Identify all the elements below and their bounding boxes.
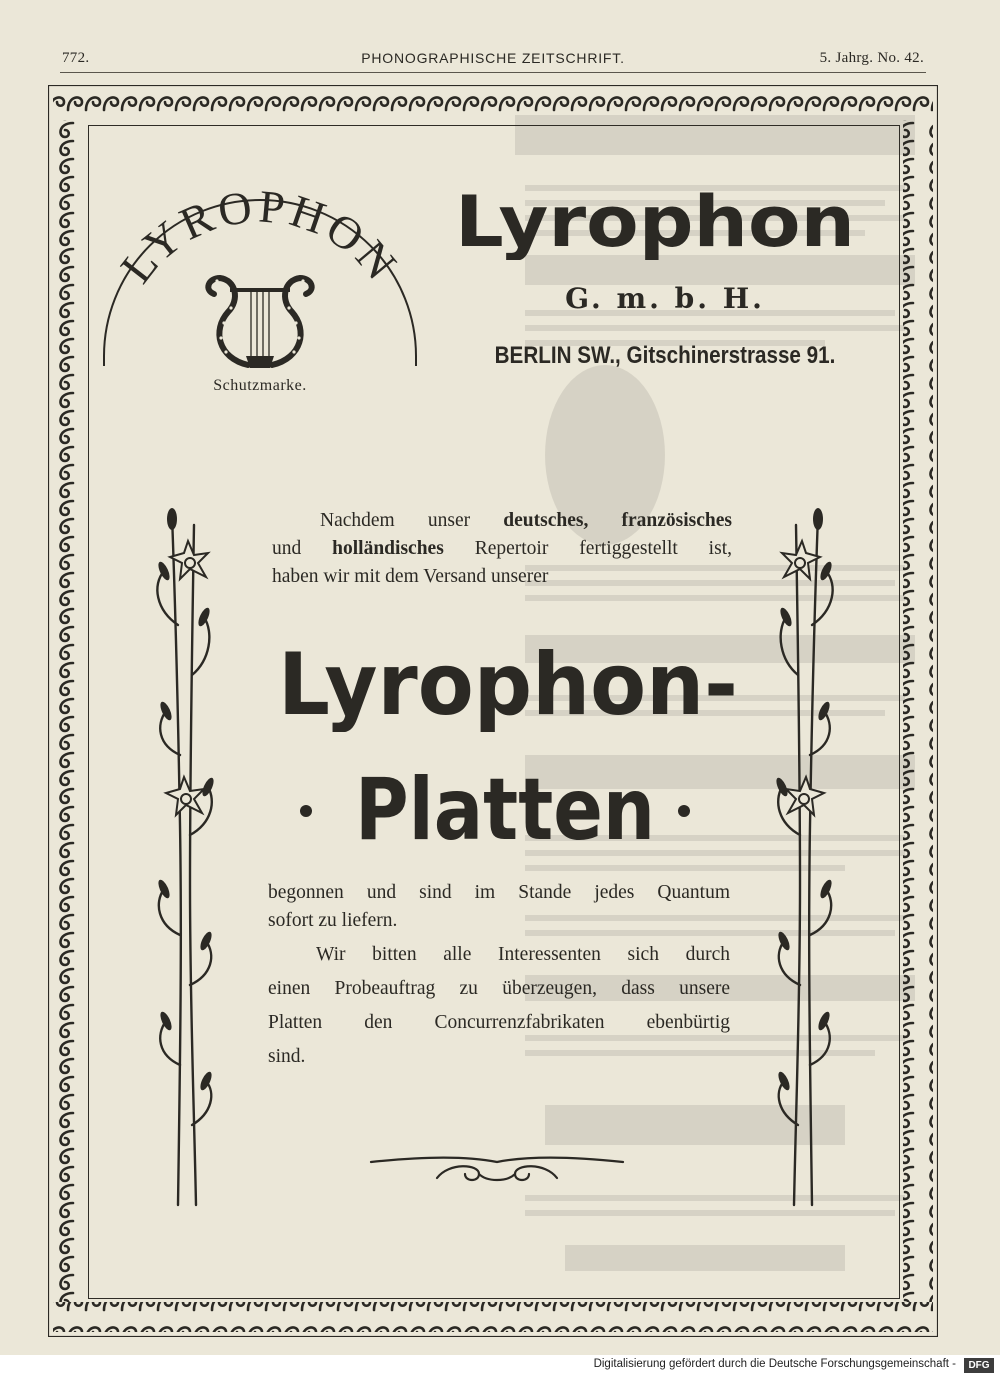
trademark-caption: Schutzmarke.: [213, 377, 307, 394]
closing-flourish: [367, 1148, 627, 1188]
closing-line-3: Wir bitten alle Interessenten sich durch: [316, 944, 730, 965]
intro-line-2: und holländisches Repertoir fertiggestellt ist,: [272, 538, 732, 559]
lyre-emblem: [100, 180, 420, 375]
headline-dot-right: [678, 805, 690, 817]
running-header: [62, 50, 924, 72]
intro-line-3: haben wir mit dem Versand unserer: [272, 566, 549, 587]
headline-line-2: [290, 757, 720, 857]
intro-paragraph: [272, 507, 732, 591]
svg-text:Lyrophon: Lyrophon: [455, 181, 855, 260]
intro-line-1: Nachdem unser deutsches, französisches: [320, 510, 732, 531]
lyrophon-trademark-logo: [100, 180, 420, 405]
page-number: 772.: [62, 50, 90, 66]
closing-line-1: begonnen und sind im Stande jedes Quantum: [268, 882, 730, 903]
svg-text:LYROPHON: LYROPHON: [110, 180, 410, 293]
svg-text:Platten: Platten: [355, 760, 655, 857]
legal-form: G. m. b. H.: [565, 282, 765, 315]
closing-line-4: einen Probeauftrag zu überzeugen, dass unsere: [268, 978, 730, 999]
svg-text:Lyrophon-: Lyrophon-: [278, 635, 738, 732]
left-floral-vine: [150, 505, 220, 1215]
header-rule: [60, 72, 926, 73]
right-floral-vine: [770, 505, 840, 1215]
headline-dot-left: [300, 805, 312, 817]
dfg-logo: DFG: [964, 1358, 994, 1373]
funding-credit: Digitalisierung gefördert durch die Deutsche Forschungsgemeinschaft -: [593, 1358, 956, 1370]
closing-line-2: sofort zu liefern.: [268, 910, 398, 931]
company-name: [450, 180, 860, 260]
volume-issue: 5. Jahrg. No. 42.: [819, 50, 924, 66]
journal-title: PHONOGRAPHISCHE ZEITSCHRIFT.: [361, 50, 625, 66]
company-address: BERLIN SW., Gitschinerstrasse 91.: [494, 342, 836, 369]
closing-paragraph: [268, 879, 730, 1071]
digitization-footer: [0, 1355, 1000, 1377]
closing-line-5: Platten den Concurrenzfabrikaten ebenbürtig: [268, 1012, 730, 1033]
closing-line-6: sind.: [268, 1046, 306, 1067]
headline-line-1: [268, 632, 748, 732]
